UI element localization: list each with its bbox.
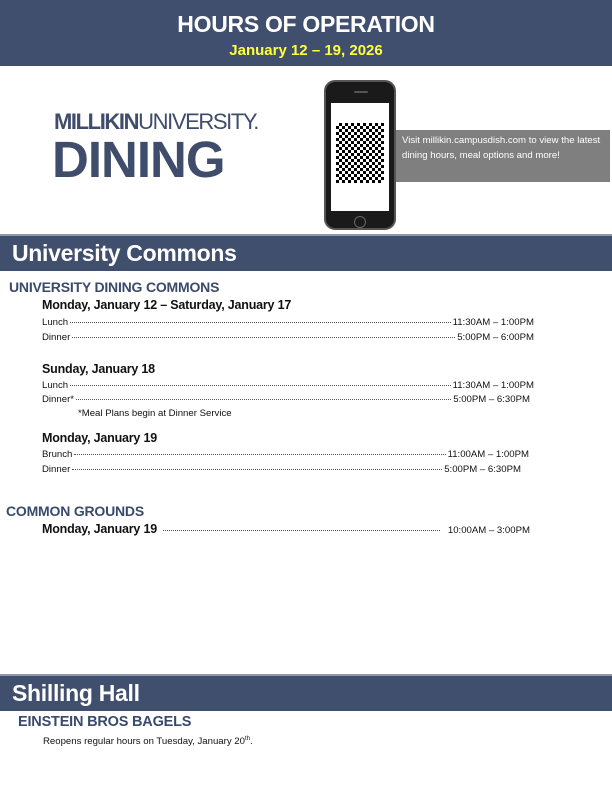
meal-name: Lunch (42, 317, 69, 328)
meal-name: Dinner* (42, 394, 74, 405)
meal-hours: 11:30AM – 1:00PM (452, 380, 534, 391)
section-bar-university-commons (0, 234, 612, 271)
phone-screen (331, 103, 389, 211)
logo-university: UNIVERSITY. (138, 109, 259, 134)
meal-hours: 5:00PM – 6:00PM (457, 332, 534, 343)
meal-row (42, 464, 521, 476)
meal-name: Dinner (42, 464, 71, 475)
leader-dots (70, 322, 450, 323)
meal-row (42, 394, 530, 406)
reopen-note (43, 736, 253, 748)
meal-hours: 11:30AM – 1:00PM (452, 317, 534, 328)
section-bar-shilling-hall (0, 674, 612, 711)
meal-row (42, 317, 534, 329)
logo-millikin: MILLIKIN (54, 109, 139, 134)
page-title: HOURS OF OPERATION (177, 11, 435, 37)
logo-line1 (54, 110, 258, 133)
leader-dots (72, 337, 455, 338)
date-range: January 12 – 19, 2026 (229, 42, 383, 59)
meal-row (42, 449, 529, 461)
phone-icon (324, 80, 396, 230)
speaker-icon (354, 91, 368, 93)
meal-name: Brunch (42, 449, 73, 460)
period: . (249, 736, 253, 747)
meal-hours: 5:00PM – 6:30PM (444, 464, 521, 475)
leader-dots (163, 530, 440, 531)
hours: 10:00AM – 3:00PM (447, 525, 530, 536)
day-heading: Monday, January 12 – Saturday, January 17 (42, 298, 292, 312)
logo-dining: DINING (52, 131, 225, 188)
qr-code-icon[interactable] (336, 123, 384, 183)
leader-dots (72, 469, 442, 470)
meal-row (42, 332, 534, 344)
promo-box[interactable]: Visit millikin.campusdish.com to view the latest dining hours, meal options and more! (396, 130, 610, 182)
leader-dots (74, 454, 445, 455)
venue-heading-common-grounds: COMMON GROUNDS (6, 503, 144, 519)
header-banner (0, 0, 612, 66)
leader-dots (70, 385, 450, 386)
venue-heading-einstein: EINSTEIN BROS BAGELS (18, 714, 192, 730)
section-title: Shilling Hall (12, 680, 140, 706)
meal-name: Lunch (42, 380, 69, 391)
hours-row (42, 522, 530, 538)
ordinal-suffix: th (244, 735, 250, 742)
day-heading: Monday, January 19 (42, 431, 157, 445)
home-button-icon (354, 216, 366, 228)
meal-plan-note: *Meal Plans begin at Dinner Service (78, 408, 232, 419)
meal-row (42, 380, 534, 392)
reopen-text: Reopens regular hours on Tuesday, January 20 (43, 736, 245, 747)
meal-hours: 5:00PM – 6:30PM (453, 394, 530, 405)
meal-name: Dinner (42, 332, 71, 343)
leader-dots (76, 399, 451, 400)
day-heading: Sunday, January 18 (42, 362, 155, 376)
meal-hours: 11:00AM – 1:00PM (447, 449, 529, 460)
section-title: University Commons (12, 240, 237, 266)
day-heading: Monday, January 19 (42, 522, 157, 536)
venue-heading-udc: UNIVERSITY DINING COMMONS (9, 279, 220, 295)
